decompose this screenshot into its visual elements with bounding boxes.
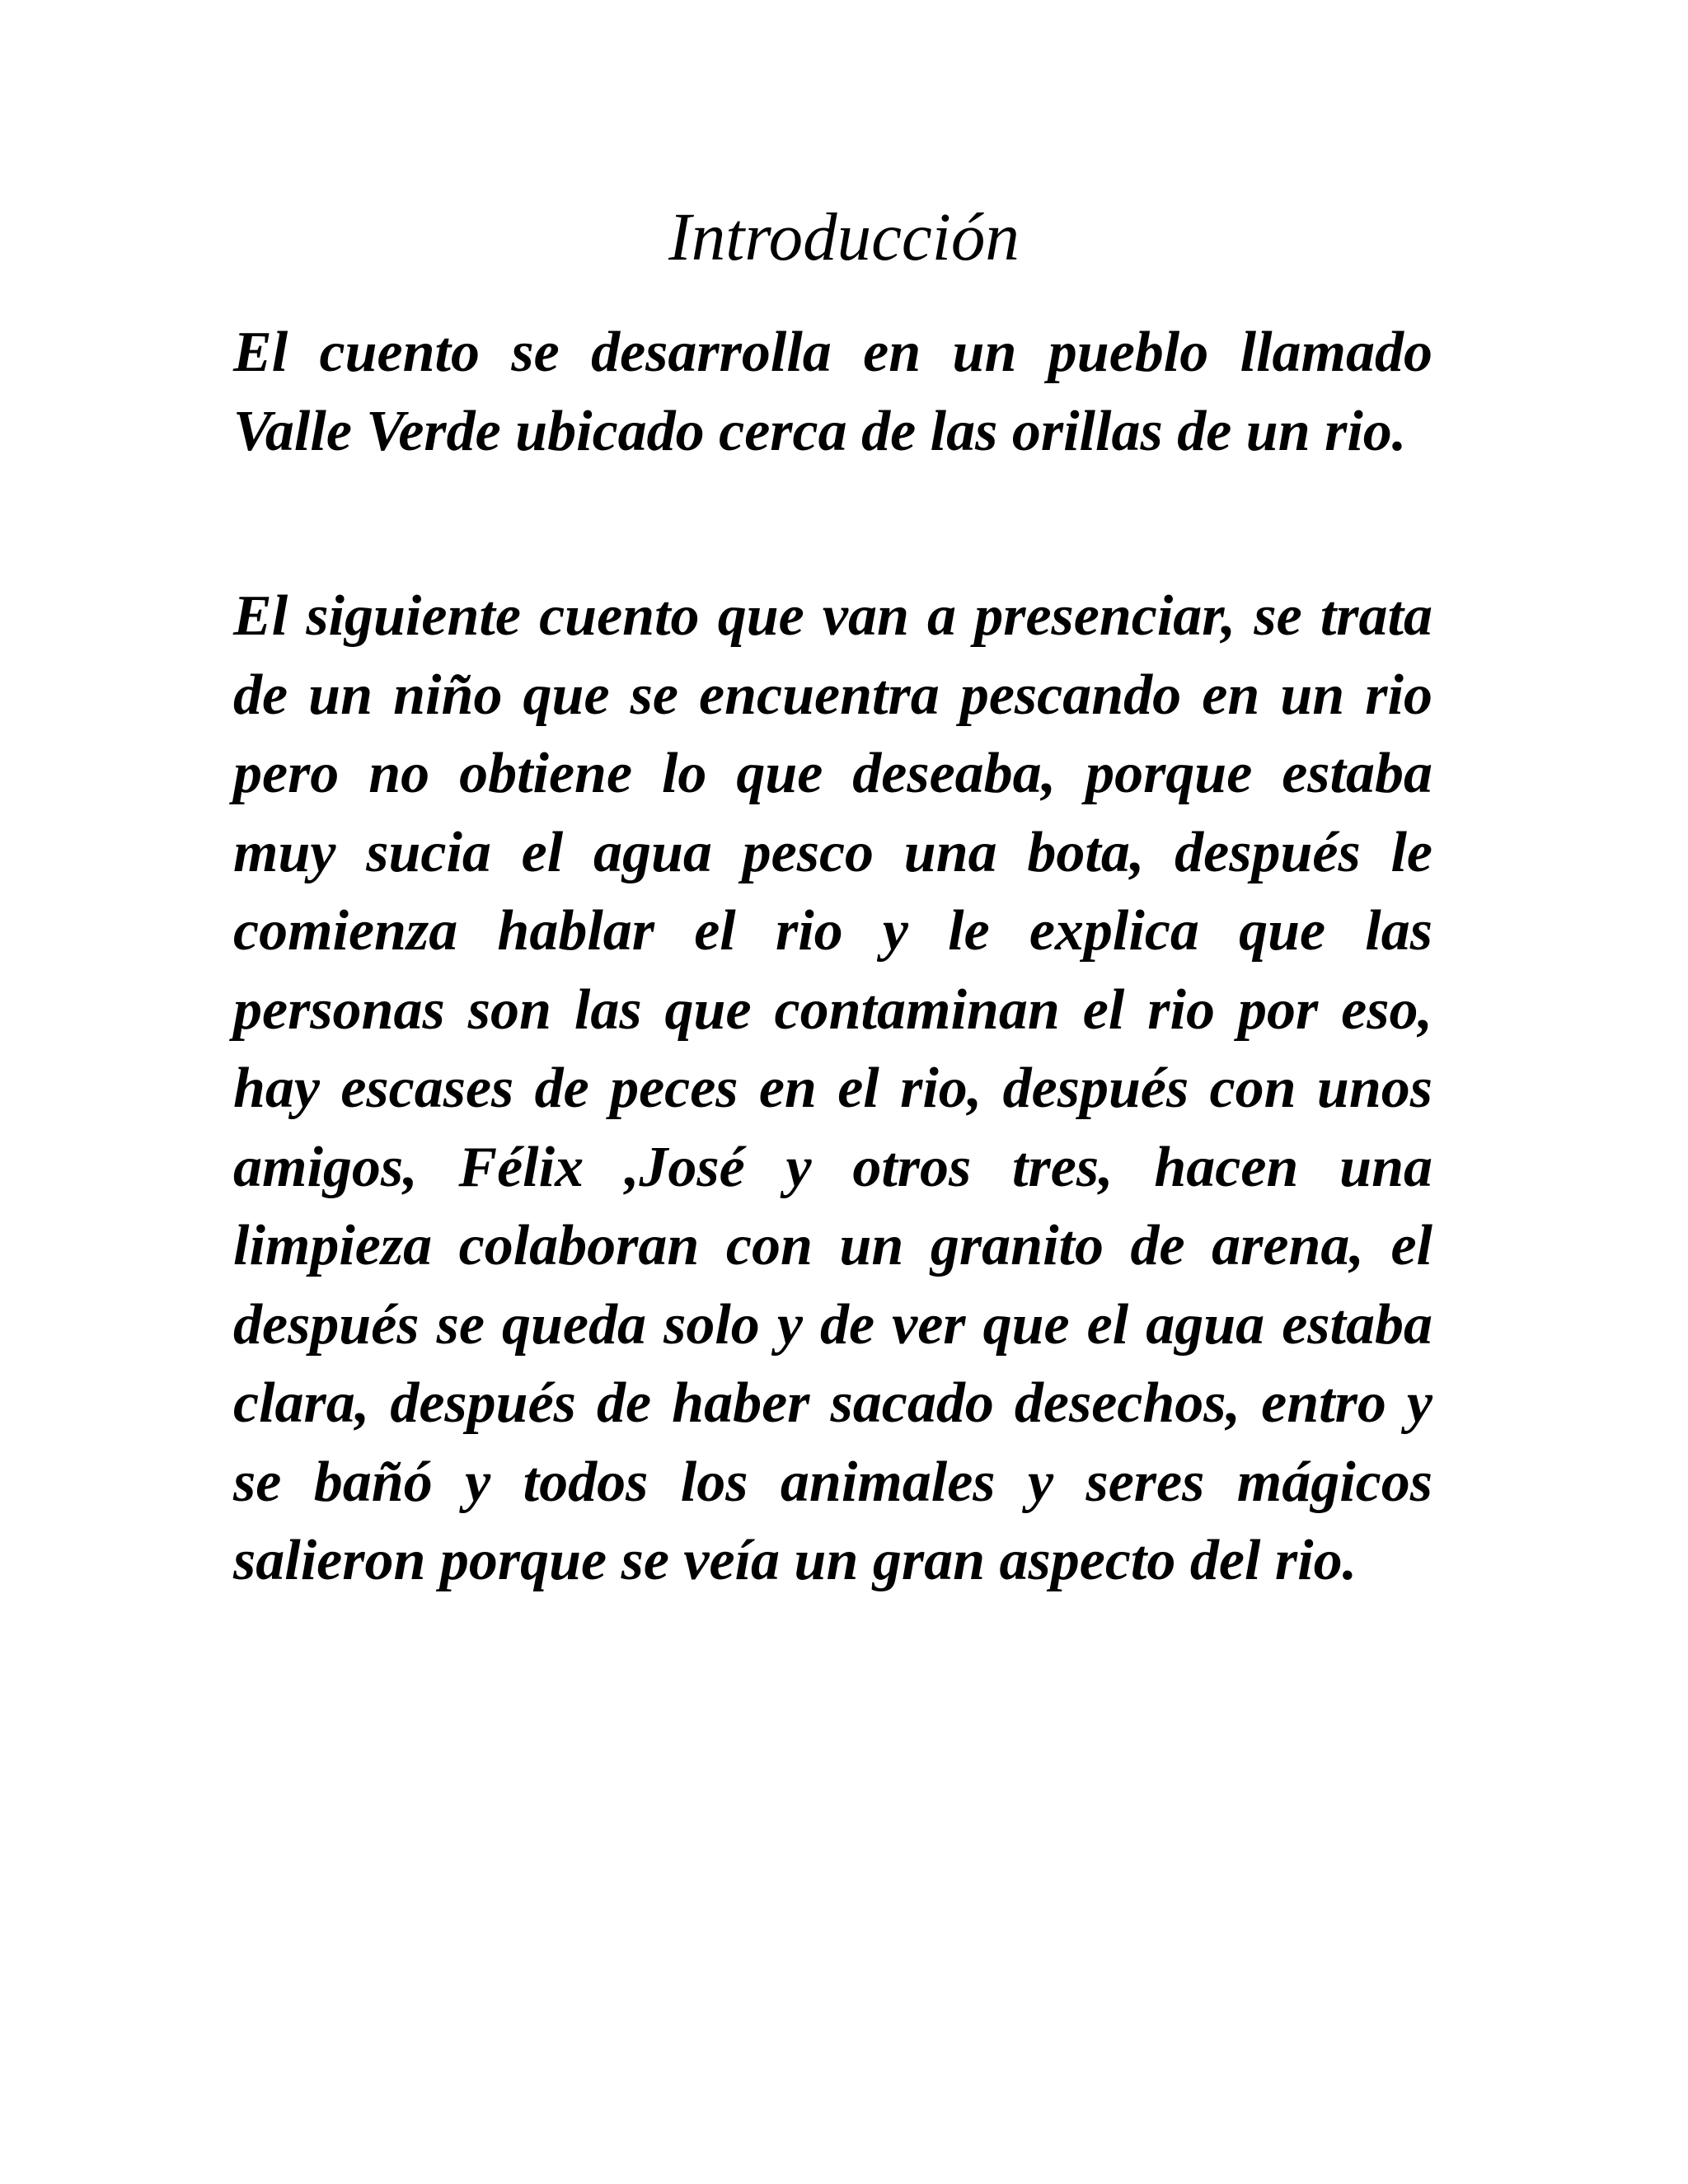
page-title: Introducción <box>668 199 1020 274</box>
paragraph-summary: El siguiente cuento que van a presenciar, se trata de un niño que se encuentra pescando en un rio pero no obtiene lo que deseaba, porque estaba muy sucia el agua pesco una bota, después le comienza hablar el rio y le explica que las personas son las que contaminan el rio por eso, hay escases de peces en el rio, después con unos amigos, Félix ,José y otros tres, hacen una limpieza colaboran con un granito de arena, el después se queda solo y de ver que el agua estaba clara, después de haber sacado desechos, entro y se bañó y todos los animales y seres mágicos salieron porque se veía un gran aspecto del rio. <box>233 584 1432 1592</box>
paragraph-setting: El cuento se desarrolla en un pueblo llamado Valle Verde ubicado cerca de las orillas de un rio. <box>233 321 1432 463</box>
